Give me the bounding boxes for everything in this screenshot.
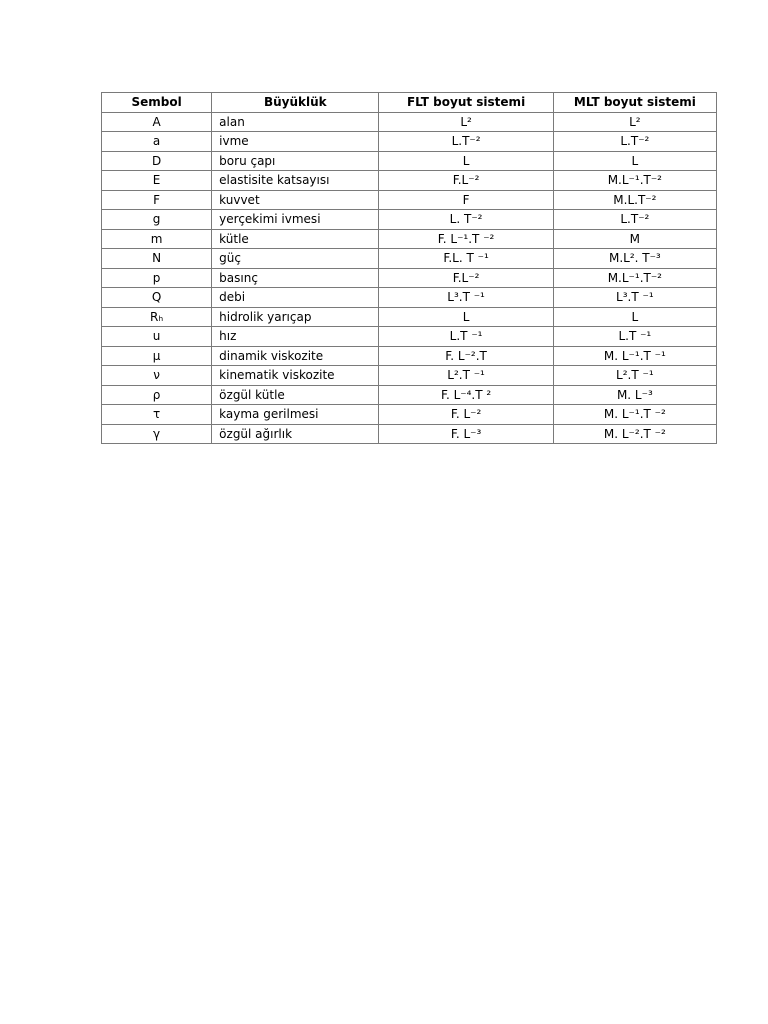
table-row <box>102 171 717 191</box>
cell-mlt: M.L.T⁻² <box>553 190 716 210</box>
cell-quantity: hidrolik yarıçap <box>212 307 379 327</box>
cell-quantity: kuvvet <box>212 190 379 210</box>
cell-mlt: L <box>553 151 716 171</box>
cell-symbol: A <box>102 112 212 132</box>
cell-mlt: L³.T ⁻¹ <box>553 288 716 308</box>
cell-quantity: güç <box>212 249 379 269</box>
cell-symbol: ν <box>102 366 212 386</box>
cell-symbol: Q <box>102 288 212 308</box>
cell-symbol: F <box>102 190 212 210</box>
cell-mlt: L.T ⁻¹ <box>553 327 716 347</box>
cell-quantity: ivme <box>212 132 379 152</box>
cell-symbol: u <box>102 327 212 347</box>
cell-flt: L² <box>379 112 553 132</box>
cell-symbol: ρ <box>102 385 212 405</box>
table-row <box>102 385 717 405</box>
table-header-row <box>102 93 717 113</box>
table-row <box>102 307 717 327</box>
dimension-table <box>101 92 717 444</box>
table-row <box>102 288 717 308</box>
cell-mlt: L².T ⁻¹ <box>553 366 716 386</box>
header-quantity: Büyüklük <box>212 93 379 113</box>
table-row <box>102 346 717 366</box>
cell-mlt: M.L⁻¹.T⁻² <box>553 268 716 288</box>
cell-flt: F <box>379 190 553 210</box>
cell-mlt: L <box>553 307 716 327</box>
cell-quantity: basınç <box>212 268 379 288</box>
cell-mlt: M. L⁻¹.T ⁻² <box>553 405 716 425</box>
cell-flt: L².T ⁻¹ <box>379 366 553 386</box>
table-body <box>102 112 717 444</box>
cell-quantity: özgül kütle <box>212 385 379 405</box>
table-row <box>102 268 717 288</box>
cell-flt: F.L⁻² <box>379 171 553 191</box>
cell-flt: F. L⁻².T <box>379 346 553 366</box>
cell-quantity: özgül ağırlık <box>212 424 379 444</box>
cell-quantity: yerçekimi ivmesi <box>212 210 379 230</box>
cell-mlt: L² <box>553 112 716 132</box>
cell-symbol: μ <box>102 346 212 366</box>
table-row <box>102 405 717 425</box>
table-row <box>102 229 717 249</box>
cell-flt: L³.T ⁻¹ <box>379 288 553 308</box>
cell-flt: F. L⁻⁴.T ² <box>379 385 553 405</box>
cell-symbol: p <box>102 268 212 288</box>
header-symbol: Sembol <box>102 93 212 113</box>
cell-symbol: τ <box>102 405 212 425</box>
cell-mlt: L.T⁻² <box>553 132 716 152</box>
cell-quantity: kayma gerilmesi <box>212 405 379 425</box>
cell-flt: F. L⁻² <box>379 405 553 425</box>
cell-flt: L.T ⁻¹ <box>379 327 553 347</box>
cell-mlt: M. L⁻².T ⁻² <box>553 424 716 444</box>
table-row <box>102 249 717 269</box>
cell-symbol: γ <box>102 424 212 444</box>
cell-symbol: D <box>102 151 212 171</box>
cell-mlt: M <box>553 229 716 249</box>
table-row <box>102 210 717 230</box>
cell-mlt: M. L⁻¹.T ⁻¹ <box>553 346 716 366</box>
cell-flt: F. L⁻³ <box>379 424 553 444</box>
cell-flt: F. L⁻¹.T ⁻² <box>379 229 553 249</box>
cell-quantity: kinematik viskozite <box>212 366 379 386</box>
table-row <box>102 112 717 132</box>
cell-flt: L. T⁻² <box>379 210 553 230</box>
cell-quantity: elastisite katsayısı <box>212 171 379 191</box>
cell-symbol: a <box>102 132 212 152</box>
table-row <box>102 424 717 444</box>
cell-symbol: g <box>102 210 212 230</box>
cell-flt: F.L⁻² <box>379 268 553 288</box>
table-row <box>102 132 717 152</box>
cell-symbol: Rₕ <box>102 307 212 327</box>
table-row <box>102 366 717 386</box>
cell-flt: F.L. T ⁻¹ <box>379 249 553 269</box>
header-flt: FLT boyut sistemi <box>379 93 553 113</box>
cell-symbol: N <box>102 249 212 269</box>
cell-quantity: alan <box>212 112 379 132</box>
cell-quantity: boru çapı <box>212 151 379 171</box>
header-mlt: MLT boyut sistemi <box>553 93 716 113</box>
cell-mlt: M.L². T⁻³ <box>553 249 716 269</box>
cell-mlt: L.T⁻² <box>553 210 716 230</box>
cell-quantity: hız <box>212 327 379 347</box>
cell-quantity: dinamik viskozite <box>212 346 379 366</box>
cell-flt: L <box>379 151 553 171</box>
table-row <box>102 190 717 210</box>
cell-flt: L <box>379 307 553 327</box>
table-row <box>102 327 717 347</box>
cell-quantity: kütle <box>212 229 379 249</box>
cell-mlt: M. L⁻³ <box>553 385 716 405</box>
cell-symbol: E <box>102 171 212 191</box>
cell-quantity: debi <box>212 288 379 308</box>
cell-mlt: M.L⁻¹.T⁻² <box>553 171 716 191</box>
table-row <box>102 151 717 171</box>
cell-symbol: m <box>102 229 212 249</box>
cell-flt: L.T⁻² <box>379 132 553 152</box>
